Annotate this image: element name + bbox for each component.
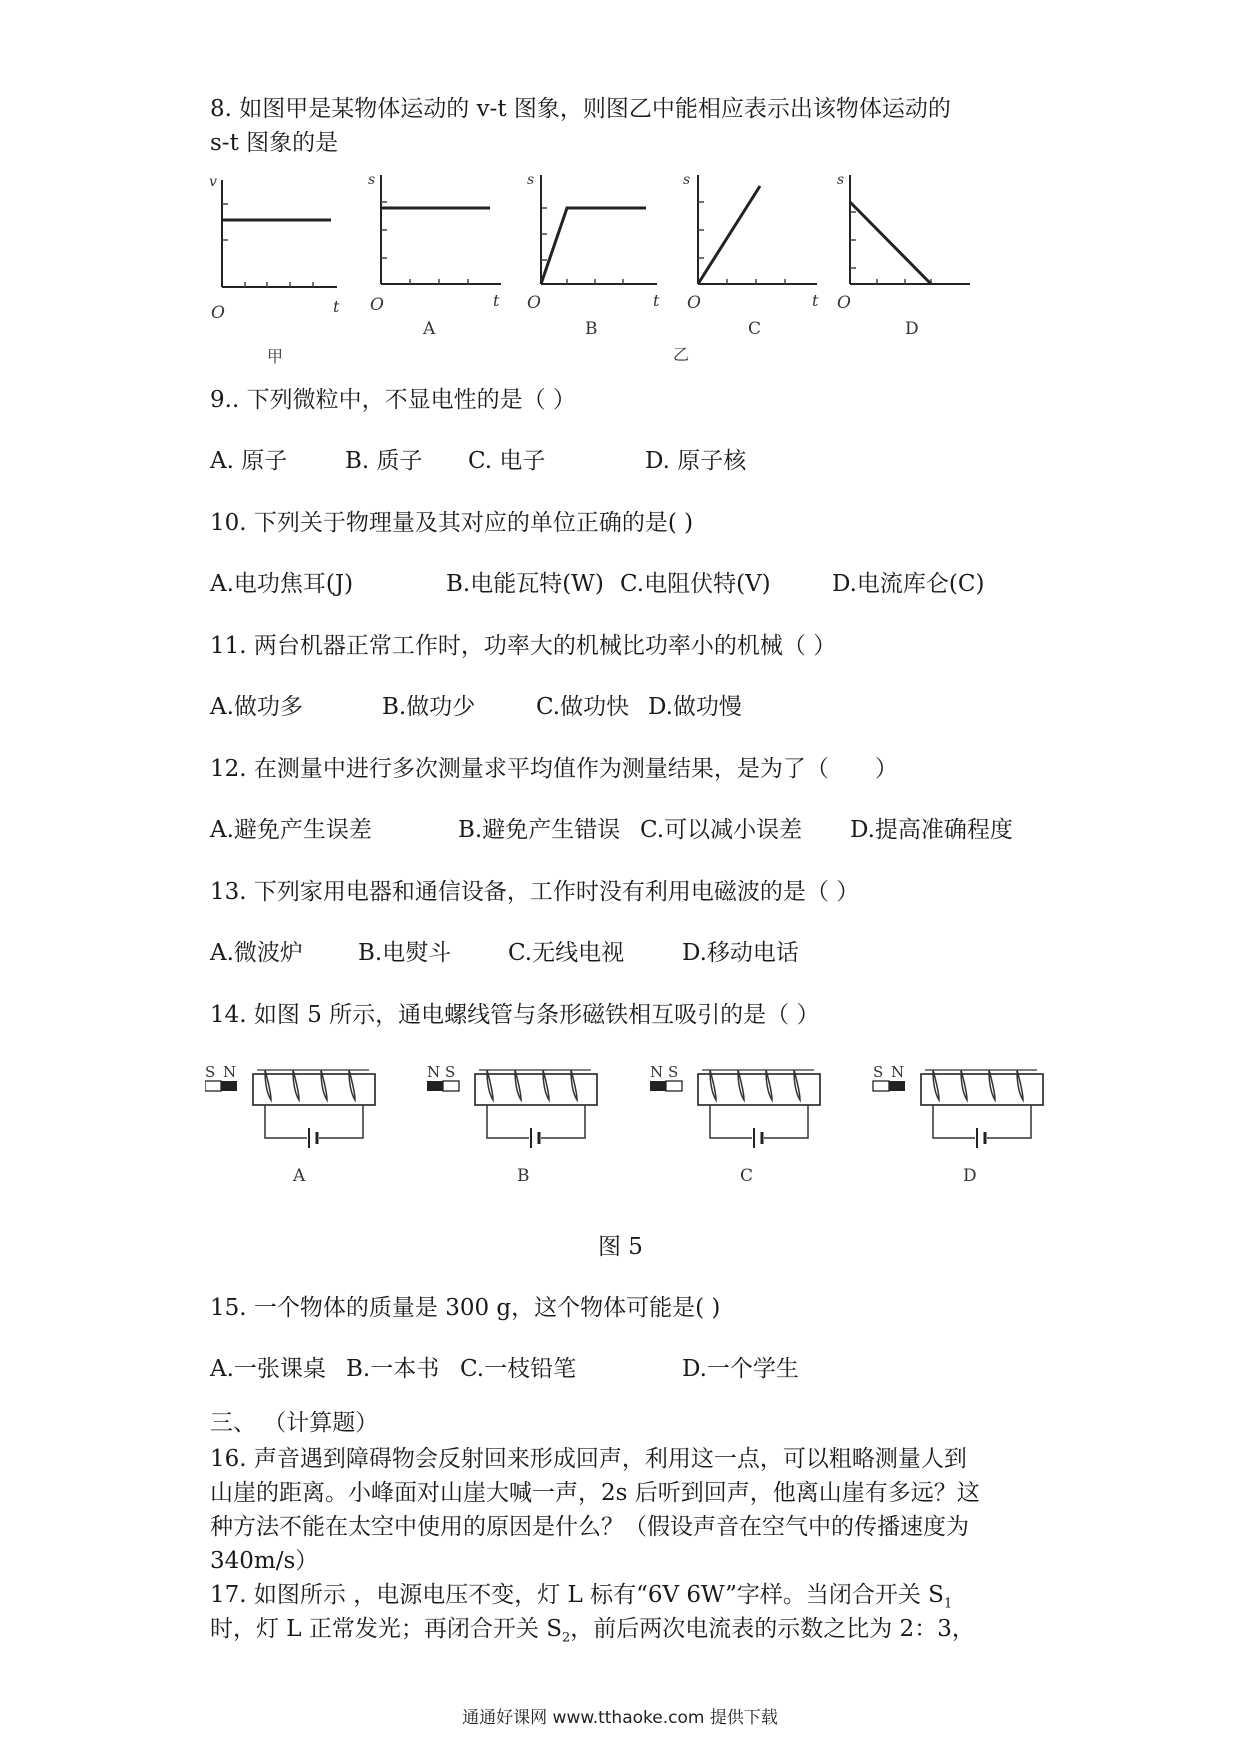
graph-d-label: D — [905, 319, 919, 339]
q13-option-b[interactable]: B.电熨斗 — [358, 940, 452, 966]
graph-yi-label: 乙 — [673, 345, 690, 364]
axis-label-s: s — [837, 172, 845, 188]
figure-5-caption: 图 5 — [598, 1234, 643, 1260]
axis-label-v: v — [209, 174, 217, 190]
magnet-b-left-pole: N — [427, 1063, 441, 1081]
q8-stem-line1: 8. 如图甲是某物体运动的 v-t 图象，则图乙中能相应表示出该物体运动的 — [210, 96, 951, 122]
origin-label: O — [527, 293, 541, 313]
graph-d — [837, 172, 970, 339]
q9-stem: 9.. 下列微粒中，不显电性的是（ ） — [210, 387, 576, 413]
magnet-b-black — [427, 1081, 443, 1091]
magnet-c-right-pole: S — [668, 1063, 679, 1081]
q16-line4: 340m/s） — [210, 1548, 319, 1574]
q15-option-b[interactable]: B.一本书 — [346, 1356, 440, 1382]
axis-label-s: s — [368, 172, 376, 188]
magnet-d-black — [889, 1081, 905, 1091]
q17-line2 — [210, 1612, 975, 1656]
q16-line1: 16. 声音遇到障碍物会反射回来形成回声，利用这一点，可以粗略测量人到 — [210, 1446, 967, 1472]
axis-label-t: t — [493, 291, 500, 310]
q9-option-d[interactable]: D. 原子核 — [645, 448, 747, 474]
q11-option-d[interactable]: D.做功慢 — [648, 694, 742, 720]
q15-option-c[interactable]: C.一枝铅笔 — [460, 1356, 577, 1382]
q11-option-b[interactable]: B.做功少 — [382, 694, 476, 720]
magnet-d-white — [873, 1081, 889, 1091]
q17-sub-s1: 1 — [943, 1596, 953, 1612]
q17-sub-s2: 2 — [561, 1630, 571, 1646]
origin-label: O — [837, 293, 851, 313]
solenoid-b-label: B — [517, 1166, 530, 1186]
q15-stem: 15. 一个物体的质量是 300 g，这个物体可能是( ) — [210, 1295, 721, 1321]
page-footer: 通通好课网 www.tthaoke.com 提供下载 — [462, 1708, 778, 1728]
axis-label-t: t — [812, 291, 819, 310]
q12-option-b[interactable]: B.避免产生错误 — [458, 817, 621, 843]
magnet-c-left-pole: N — [650, 1063, 664, 1081]
graph-jia-label: 甲 — [267, 347, 284, 366]
q17-line1-text: 17. 如图所示 ，电源电压不变，灯 L 标有“6V 6W”字样。当闭合开关 S — [210, 1582, 944, 1608]
solenoid-a — [205, 1063, 375, 1186]
axis-label-t: t — [653, 291, 660, 310]
q14-solenoid-figure — [205, 1058, 1085, 1188]
solenoid-d-label: D — [963, 1166, 977, 1186]
solenoid-a-label: A — [293, 1166, 306, 1186]
magnet-a-right-pole: N — [223, 1063, 237, 1081]
solenoid-b — [427, 1063, 597, 1186]
magnet-a-left-pole: S — [205, 1063, 216, 1081]
magnet-c-white — [666, 1081, 682, 1091]
q13-option-c[interactable]: C.无线电视 — [508, 940, 625, 966]
q9-option-a[interactable]: A. 原子 — [210, 448, 288, 474]
q10-option-a[interactable]: A.电功焦耳(J) — [210, 571, 354, 597]
q16-line3: 种方法不能在太空中使用的原因是什么？（假设声音在空气中的传播速度为 — [210, 1514, 969, 1540]
q9-option-c[interactable]: C. 电子 — [468, 448, 546, 474]
graph-a — [368, 172, 501, 339]
q9-option-b[interactable]: B. 质子 — [345, 448, 423, 474]
axis-label-s: s — [683, 172, 691, 188]
q12-stem: 12. 在测量中进行多次测量求平均值作为测量结果，是为了（ ） — [210, 756, 898, 782]
axis-label-s: s — [527, 172, 535, 188]
magnet-d-left-pole: S — [873, 1063, 884, 1081]
magnet-a-black — [221, 1081, 237, 1091]
graph-a-label: A — [423, 319, 436, 339]
magnet-a-white — [205, 1081, 221, 1091]
graph-jia — [209, 174, 340, 366]
q11-option-a[interactable]: A.做功多 — [210, 694, 303, 720]
graph-b — [527, 172, 660, 339]
q15-option-d[interactable]: D.一个学生 — [682, 1356, 799, 1382]
q11-stem: 11. 两台机器正常工作时，功率大的机械比功率小的机械（ ） — [210, 633, 837, 659]
q11-option-c[interactable]: C.做功快 — [536, 694, 630, 720]
q10-option-c[interactable]: C.电阻伏特(V) — [620, 571, 771, 597]
q15-option-a[interactable]: A.一张课桌 — [210, 1356, 326, 1382]
q8-graphs-figure — [205, 172, 1005, 372]
solenoid-d — [873, 1063, 1043, 1186]
q13-option-d[interactable]: D.移动电话 — [682, 940, 799, 966]
q10-stem: 10. 下列关于物理量及其对应的单位正确的是( ) — [210, 510, 694, 536]
q17-line2-text-a: 时，灯 L 正常发光；再闭合开关 S — [210, 1616, 562, 1642]
section-3-title: 三、 （计算题） — [210, 1410, 379, 1436]
q8-stem-line2: s-t 图象的是 — [210, 130, 339, 156]
q17-line2-text-b: ，前后两次电流表的示数之比为 2：3， — [570, 1616, 975, 1642]
graph-c — [673, 172, 819, 364]
origin-label: O — [211, 303, 225, 323]
q10-option-b[interactable]: B.电能瓦特(W) — [446, 571, 604, 597]
axis-label-t: t — [333, 297, 340, 316]
q12-option-d[interactable]: D.提高准确程度 — [850, 817, 1013, 843]
q16-line2: 山崖的距离。小峰面对山崖大喊一声，2s 后听到回声，他离山崖有多远？这 — [210, 1480, 980, 1506]
solenoid-c-label: C — [740, 1166, 754, 1186]
q10-option-d[interactable]: D.电流库仑(C) — [832, 571, 985, 597]
magnet-c-black — [650, 1081, 666, 1091]
q13-stem: 13. 下列家用电器和通信设备，工作时没有利用电磁波的是（ ） — [210, 879, 860, 905]
q12-option-c[interactable]: C.可以减小误差 — [640, 817, 803, 843]
graph-c-label: C — [748, 319, 762, 339]
solenoid-c — [650, 1063, 820, 1186]
magnet-b-white — [443, 1081, 459, 1091]
graph-b-label: B — [585, 319, 598, 339]
magnet-b-right-pole: S — [445, 1063, 456, 1081]
q12-option-a[interactable]: A.避免产生误差 — [210, 817, 372, 843]
q13-option-a[interactable]: A.微波炉 — [210, 940, 303, 966]
origin-label: O — [370, 295, 384, 315]
q14-stem: 14. 如图 5 所示，通电螺线管与条形磁铁相互吸引的是（ ） — [210, 1002, 820, 1028]
origin-label: O — [687, 293, 701, 313]
magnet-d-right-pole: N — [891, 1063, 905, 1081]
